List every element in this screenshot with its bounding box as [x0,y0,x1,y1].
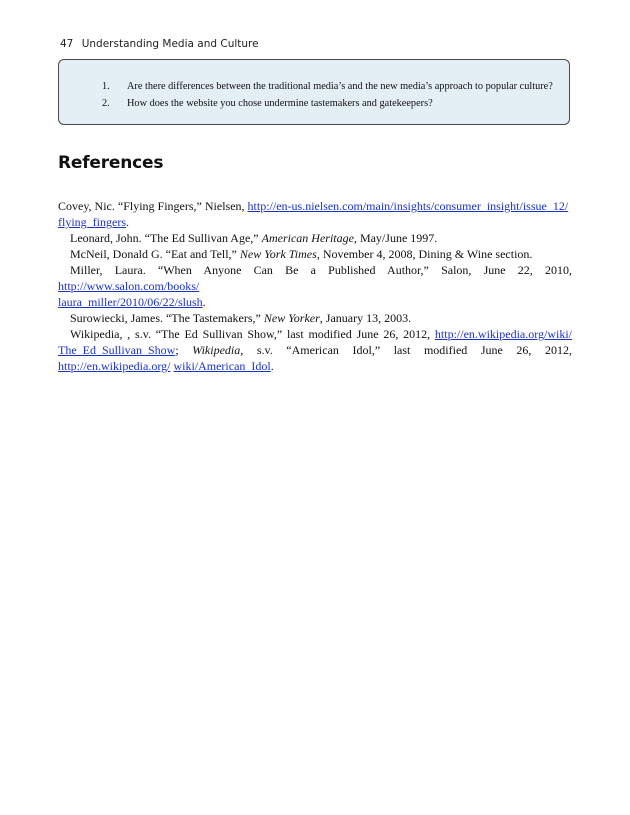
exercise-item-text: Are there differences between the traditional media’s and the new media’s approach to popular culture? [127,81,553,92]
reference-link[interactable]: flying_fingers [58,215,126,229]
reference-entry-surowiecki [58,310,572,326]
reference-publication: New Yorker [263,311,320,325]
reference-entry-covey [58,198,572,230]
reference-text: Wikipedia, , s.v. “The Ed Sullivan Show,” last modified June 26, 2012, [70,327,431,341]
reference-text: Miller, Laura. “When Anyone Can Be a Published Author,” Salon, June 22, 2010, [70,263,572,277]
reference-text: Surowiecki, James. “The Tastemakers,” [70,311,261,325]
references-heading: References [58,153,164,173]
page-number: 47 [60,38,74,50]
reference-text: McNeil, Donald G. “Eat and Tell,” [70,247,237,261]
reference-entry-mcneil [58,246,572,262]
book-title: Understanding Media and Culture [81,38,259,50]
exercise-box [58,59,570,125]
reference-text: Leonard, John. “The Ed Sullivan Age,” [70,231,259,245]
exercise-item-number: 2. [102,98,110,109]
exercise-item-text: How does the website you chose undermine tastemakers and gatekeepers? [127,98,433,109]
exercise-item-number: 1. [102,81,110,92]
reference-text: , January 13, 2003. [319,311,412,325]
reference-link[interactable]: The_Ed_Sullivan_Show [58,343,176,357]
reference-publication: New York Times [239,247,317,261]
reference-text: , November 4, 2008, Dining & Wine section. [316,247,533,261]
reference-text: . [202,295,206,309]
reference-link[interactable]: http://www.salon.com/books/ [58,279,200,293]
reference-entry-miller [58,262,572,310]
reference-link[interactable]: http://en.wikipedia.org/ [58,359,171,373]
reference-text: , May/June 1997. [353,231,438,245]
reference-text: Covey, Nic. “Flying Fingers,” Nielsen, [58,199,245,213]
reference-text: . [126,215,129,229]
reference-text: . [270,359,274,373]
reference-publication: American Heritage [261,231,354,245]
reference-text: ; [175,343,179,357]
reference-link[interactable]: http://en-us.nielsen.com/main/insights/consumer_insight/issue_12/ [247,199,569,213]
references-list [58,198,572,374]
reference-link[interactable]: http://en.wikipedia.org/wiki/ [434,327,573,341]
reference-link[interactable]: wiki/American_Idol [173,359,271,373]
reference-text: , s.v. “American Idol,” last modified June 26, 2012, [240,343,572,357]
reference-entry-leonard [58,230,572,246]
reference-link[interactable]: laura_miller/2010/06/22/slush [58,295,203,309]
reference-publication: Wikipedia [192,343,241,357]
reference-entry-wikipedia [58,326,572,374]
running-header [60,38,259,50]
